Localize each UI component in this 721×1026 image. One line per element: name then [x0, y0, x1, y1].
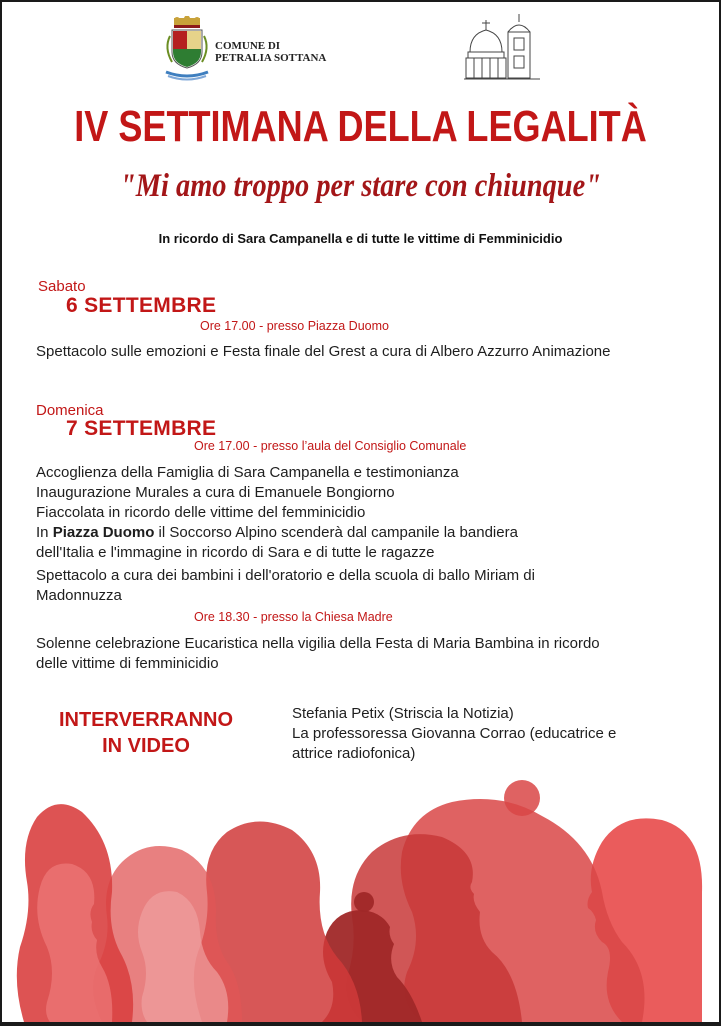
day1-name: Sabato	[38, 278, 86, 295]
tagline: In ricordo di Sara Campanella e di tutte le vittime di Femminicidio	[158, 231, 563, 246]
day1-time: Ore 17.00 - presso Piazza Duomo	[200, 319, 389, 333]
day2-time2: Ore 18.30 - presso la Chiesa Madre	[194, 610, 393, 624]
crest-icon	[162, 16, 212, 82]
guest-list	[292, 704, 616, 764]
interventions-heading-line2: IN VIDEO	[102, 735, 190, 757]
day2-item4-line2: dell'Italia e l'immagine in ricordo di Sara e di tutte le ragazze	[36, 544, 435, 561]
day2-item5-line2: Madonnuzza	[36, 587, 122, 604]
item4-location: Piazza Duomo	[52, 524, 155, 541]
day2-name: Domenica	[36, 402, 104, 419]
church-icon	[464, 12, 540, 84]
comune-line2: PETRALIA SOTTANA	[215, 52, 327, 64]
guest-2-line1: La professoressa Giovanna Corrao (educatrice e	[292, 725, 617, 742]
day2-item3: Fiaccolata in ricordo delle vittime del femminicidio	[36, 504, 366, 521]
main-title: IV SETTIMANA DELLA LEGALITÀ	[74, 102, 647, 151]
day1-date: 6 SETTEMBRE	[66, 294, 217, 317]
day2-item4	[36, 523, 518, 543]
day2-final-line1: Solenne celebrazione Eucaristica nella vigilia della Festa di Maria Bambina in ricordo	[36, 635, 600, 652]
day2-item1: Accoglienza della Famiglia di Sara Campanella e testimonianza	[36, 464, 459, 481]
day2-item5-line1: Spettacolo a cura dei bambini i dell'oratorio e della scuola di ballo Miriam di	[36, 567, 535, 584]
subtitle-quote: "Mi amo troppo per stare con chiunque"	[120, 168, 601, 204]
guest-2-line2: attrice radiofonica)	[292, 745, 416, 762]
women-silhouettes-illustration	[2, 772, 719, 1022]
day1-description: Spettacolo sulle emozioni e Festa finale del Grest a cura di Albero Azzurro Animazione	[36, 343, 611, 360]
item4-pre: In	[36, 524, 53, 541]
guest-1: Stefania Petix (Striscia la Notizia)	[292, 705, 514, 722]
item4-post: il Soccorso Alpino scenderà dal campanile la bandiera	[154, 524, 518, 541]
interventions-heading	[40, 707, 252, 759]
comune-logo	[162, 16, 352, 82]
day2-item2: Inaugurazione Murales a cura di Emanuele Bongiorno	[36, 484, 395, 501]
interventions-heading-line1: INTERVERRANNO	[58, 709, 234, 731]
poster	[2, 2, 719, 1022]
day2-final-line2: delle vittime di femminicidio	[36, 655, 219, 672]
comune-line1: COMUNE DI	[215, 40, 281, 52]
day2-time1: Ore 17.00 - presso l’aula del Consiglio Comunale	[194, 439, 467, 453]
day2-date: 7 SETTEMBRE	[66, 417, 217, 440]
comune-name	[215, 40, 326, 64]
